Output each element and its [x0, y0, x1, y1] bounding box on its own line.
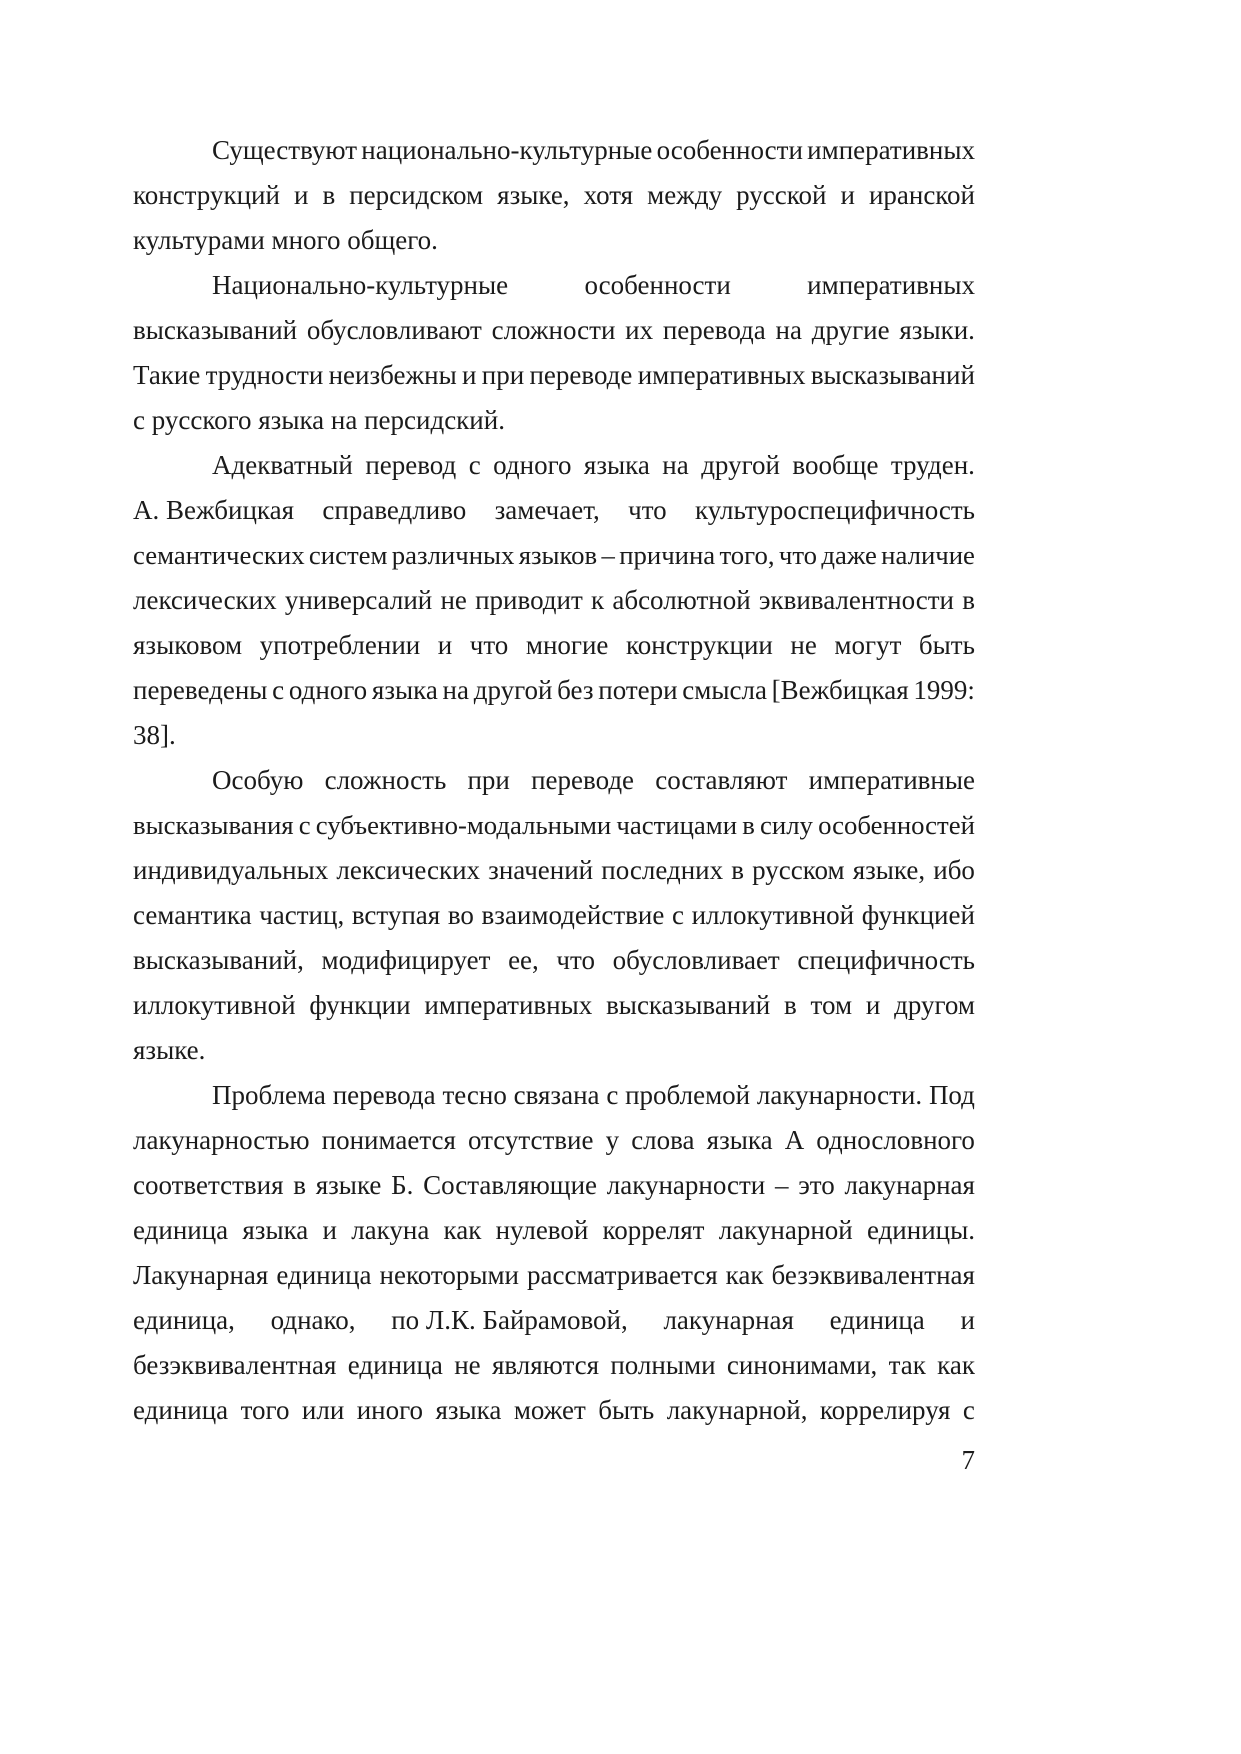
word: даже: [821, 540, 877, 570]
word: могут: [834, 630, 902, 660]
word: ибо: [933, 855, 975, 885]
word: рассматривается: [527, 1260, 718, 1290]
word: коррелят: [602, 1215, 705, 1245]
word: другом: [894, 990, 975, 1020]
word: Под: [928, 1080, 975, 1110]
word: Составляющие: [423, 1170, 598, 1200]
word: Такие: [133, 360, 201, 390]
word: различных: [391, 540, 515, 570]
text-line: языке.: [133, 1035, 206, 1065]
word: высказываний: [606, 990, 771, 1020]
word: последних: [601, 855, 724, 885]
word: А. Вежбицкая: [133, 495, 295, 525]
text-line: [133, 1259, 975, 1291]
word: том: [810, 990, 853, 1020]
word: их: [625, 315, 654, 345]
text-line: [133, 359, 975, 391]
word: языков: [518, 540, 598, 570]
word: неизбежны: [328, 360, 457, 390]
word: переведены: [133, 675, 268, 705]
text-line: [133, 314, 975, 346]
word: одного: [288, 675, 368, 705]
word: в: [962, 585, 975, 615]
word: смысла: [682, 675, 767, 705]
word: языке,: [852, 855, 926, 885]
word: синонимами,: [726, 1350, 878, 1380]
word: между: [647, 180, 723, 210]
word: во: [447, 900, 474, 930]
word: [Вежбицкая: [771, 675, 909, 705]
word: другие: [811, 315, 890, 345]
word: единица,: [133, 1305, 235, 1335]
word: обусловливают: [306, 315, 482, 345]
word: вступая: [351, 900, 441, 930]
text-line: [212, 764, 975, 796]
text-line: [133, 629, 975, 661]
word: императивных: [807, 270, 975, 300]
word: и: [840, 180, 855, 210]
word: соответствия: [133, 1170, 284, 1200]
word: А: [784, 1125, 805, 1155]
word: русской: [736, 180, 827, 210]
word: как: [937, 1350, 975, 1380]
word: русском: [752, 855, 845, 885]
word: лакунарностью: [133, 1125, 310, 1155]
word: единицы.: [866, 1215, 975, 1245]
word: при: [481, 360, 525, 390]
text-line: [133, 1349, 975, 1381]
word: языка: [242, 1215, 309, 1245]
word: культуроспецифичность: [695, 495, 975, 525]
word: у: [605, 1125, 620, 1155]
word: с: [671, 900, 684, 930]
page-number: 7: [961, 1445, 975, 1475]
text-line: [133, 854, 975, 886]
word: силу: [760, 810, 813, 840]
word: лакунарности.: [756, 1080, 923, 1110]
text-line: [212, 269, 975, 301]
word: как: [443, 1215, 482, 1245]
word: приводит: [475, 585, 583, 615]
word: нулевой: [495, 1215, 589, 1245]
text-line: [133, 1304, 975, 1336]
word: особенности: [584, 270, 731, 300]
word: что: [556, 945, 595, 975]
word: сложности: [491, 315, 616, 345]
word: при: [467, 765, 510, 795]
word: лексических: [133, 585, 277, 615]
word: в: [731, 855, 744, 885]
word: лакуна: [351, 1215, 430, 1245]
word: того: [240, 1395, 290, 1425]
word: частицами: [616, 810, 738, 840]
word: Лакунарная: [133, 1260, 269, 1290]
text-line: [133, 584, 975, 616]
word: Национально-культурные: [212, 270, 509, 300]
word: функции: [309, 990, 411, 1020]
word: с: [606, 1080, 619, 1110]
text-line: 38].: [133, 720, 176, 750]
word: того,: [719, 540, 775, 570]
word: многие: [525, 630, 609, 660]
word: или: [301, 1395, 345, 1425]
word: взаимодействие: [481, 900, 665, 930]
word: однословного: [816, 1125, 975, 1155]
word: труден.: [890, 450, 975, 480]
word: высказывания: [133, 810, 294, 840]
word: языка: [371, 675, 438, 705]
text-line: [133, 1169, 975, 1201]
word: модифицирует: [321, 945, 491, 975]
text-line: [133, 989, 975, 1021]
word: некоторыми: [379, 1260, 519, 1290]
word: что: [469, 630, 509, 660]
word: языковом: [133, 630, 243, 660]
text-line: [133, 539, 975, 571]
word: единица: [276, 1260, 372, 1290]
word: иллокутивной: [133, 990, 296, 1020]
word: это: [798, 1170, 835, 1200]
text-line: [133, 944, 975, 976]
word: в: [783, 990, 797, 1020]
word: значений: [488, 855, 594, 885]
word: 1999:: [913, 675, 975, 705]
word: на: [442, 675, 469, 705]
text-line: культурами много общего.: [133, 225, 438, 255]
word: и: [322, 1215, 337, 1245]
word: другой: [473, 675, 553, 705]
word: с: [272, 675, 285, 705]
word: единица: [133, 1215, 229, 1245]
word: с: [962, 1395, 975, 1425]
word: что: [628, 495, 667, 525]
word: и: [462, 360, 477, 390]
word: в: [322, 180, 336, 210]
text-line: [133, 1214, 975, 1246]
word: специфичность: [797, 945, 975, 975]
word: хотя: [583, 180, 634, 210]
word: функцией: [861, 900, 975, 930]
word: переводе: [529, 360, 633, 390]
word: императивных: [424, 990, 593, 1020]
word: другой: [701, 450, 780, 480]
word: составляют: [655, 765, 788, 795]
word: перевода: [332, 1080, 436, 1110]
word: безэквивалентная: [133, 1350, 337, 1380]
word: Б.: [391, 1170, 414, 1200]
word: и: [960, 1305, 975, 1335]
text-line: [133, 899, 975, 931]
word: перевода: [662, 315, 766, 345]
word: вообще: [792, 450, 879, 480]
word: по Л.К. Байрамовой,: [391, 1305, 628, 1335]
word: может: [513, 1395, 586, 1425]
text-line: с русского языка на персидский.: [133, 405, 505, 435]
word: с: [468, 450, 481, 480]
word: потери: [598, 675, 678, 705]
text-line: [133, 809, 975, 841]
word: сложность: [324, 765, 447, 795]
word: языки.: [899, 315, 975, 345]
word: замечает,: [494, 495, 600, 525]
word: эквивалентности: [758, 585, 954, 615]
word: иного: [356, 1395, 424, 1425]
word: ее,: [508, 945, 539, 975]
text-line: [133, 179, 975, 211]
word: особенности: [656, 135, 803, 165]
word: –: [774, 1170, 789, 1200]
word: национально-культурные: [361, 135, 653, 165]
word: семантических: [133, 540, 305, 570]
word: являются: [491, 1350, 600, 1380]
word: единица: [829, 1305, 925, 1335]
word: наличие: [881, 540, 975, 570]
word: однако,: [270, 1305, 356, 1335]
word: понимается: [321, 1125, 456, 1155]
word: так: [888, 1350, 926, 1380]
word: частиц,: [259, 900, 345, 930]
word: Проблема: [212, 1080, 326, 1110]
word: универсалий: [284, 585, 433, 615]
word: как: [725, 1260, 764, 1290]
word: особенностей: [818, 810, 975, 840]
word: и: [865, 990, 881, 1020]
word: и: [437, 630, 453, 660]
word: в: [742, 810, 755, 840]
word: –: [601, 540, 615, 570]
word: и: [293, 180, 309, 210]
word: иллокутивной: [691, 900, 855, 930]
word: лакунарности: [606, 1170, 766, 1200]
word: обусловливает: [612, 945, 780, 975]
word: перевод: [365, 450, 457, 480]
text-line: [212, 134, 975, 166]
word: к: [591, 585, 605, 615]
word: отсутствие: [467, 1125, 594, 1155]
word: Существуют: [212, 135, 358, 165]
word: полными: [610, 1350, 716, 1380]
word: императивные: [808, 765, 975, 795]
word: на: [775, 315, 802, 345]
word: лакунарная: [663, 1305, 794, 1335]
word: одного: [493, 450, 572, 480]
word: конструкций: [133, 180, 280, 210]
word: проблемой: [625, 1080, 751, 1110]
word: без: [557, 675, 594, 705]
word: абсолютной: [612, 585, 751, 615]
word: высказываний,: [133, 945, 304, 975]
word: систем: [308, 540, 388, 570]
word: справедливо: [322, 495, 467, 525]
word: тесно: [442, 1080, 507, 1110]
word: конструкции: [625, 630, 773, 660]
word: языке: [315, 1170, 382, 1200]
word: единица: [347, 1350, 443, 1380]
word: Адекватный: [212, 450, 353, 480]
word: высказываний: [133, 315, 298, 345]
word: на: [662, 450, 689, 480]
text-line: [133, 494, 975, 526]
word: быть: [918, 630, 975, 660]
word: не: [440, 585, 467, 615]
word: иранской: [868, 180, 975, 210]
text-line: [212, 1079, 975, 1111]
word: субъективно-модальными: [315, 810, 612, 840]
word: высказываний: [810, 360, 975, 390]
word: единица: [133, 1395, 229, 1425]
word: языка: [435, 1395, 502, 1425]
word: лексических: [336, 855, 481, 885]
word: языка: [583, 450, 650, 480]
word: императивных: [807, 135, 975, 165]
word: трудности: [205, 360, 324, 390]
word: слова: [631, 1125, 695, 1155]
text-line: [133, 674, 975, 706]
text-line: [212, 449, 975, 481]
word: в: [293, 1170, 306, 1200]
word: коррелируя: [819, 1395, 951, 1425]
word: переводе: [531, 765, 635, 795]
word: персидском: [349, 180, 484, 210]
word: лакунарной: [718, 1215, 853, 1245]
word: лакунарная: [844, 1170, 975, 1200]
word: употреблении: [259, 630, 421, 660]
word: не: [790, 630, 817, 660]
word: с: [298, 810, 311, 840]
word: языка: [706, 1125, 773, 1155]
word: лакунарной,: [666, 1395, 808, 1425]
word: связана: [513, 1080, 600, 1110]
word: семантика: [133, 900, 252, 930]
word: что: [778, 540, 818, 570]
word: императивных: [637, 360, 806, 390]
word: не: [454, 1350, 481, 1380]
word: причина: [619, 540, 716, 570]
word: безэквивалентная: [771, 1260, 975, 1290]
text-line: [133, 1394, 975, 1426]
word: быть: [598, 1395, 655, 1425]
text-line: [133, 1124, 975, 1156]
word: Особую: [212, 765, 304, 795]
word: индивидуальных: [133, 855, 329, 885]
word: языке,: [497, 180, 570, 210]
